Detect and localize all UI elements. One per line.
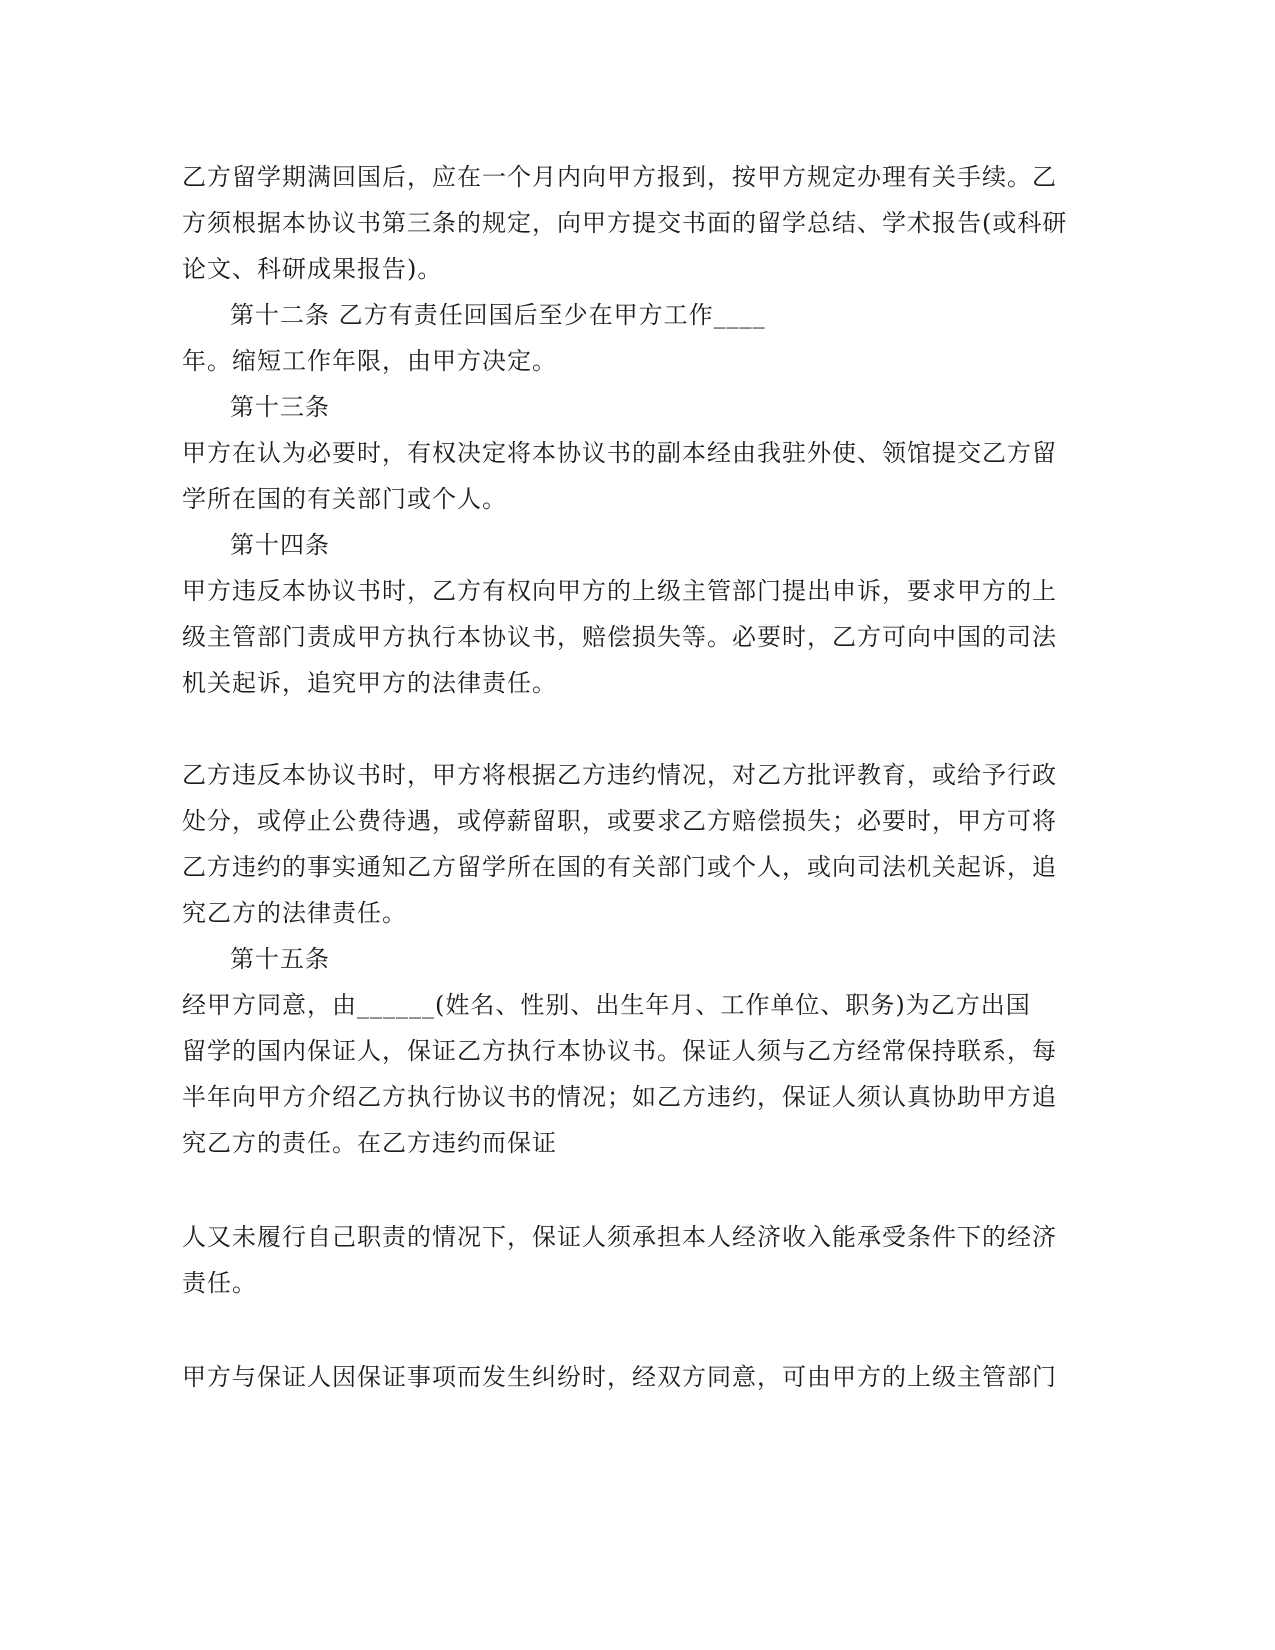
text-line: 处分，或停止公费待遇，或停薪留职，或要求乙方赔偿损失；必要时，甲方可将 [182, 807, 1057, 835]
text-line: 学所在国的有关部门或个人。 [182, 485, 507, 513]
text-line: 甲方在认为必要时，有权决定将本协议书的副本经由我驻外使、领馆提交乙方留 [182, 439, 1057, 467]
text-line: 究乙方的法律责任。 [182, 899, 407, 927]
article-12-heading: 第十二条 乙方有责任回国后至少在甲方工作____ [230, 301, 766, 329]
text-line: 级主管部门责成甲方执行本协议书，赔偿损失等。必要时，乙方可向中国的司法 [182, 623, 1057, 651]
text-line: 乙方违约的事实通知乙方留学所在国的有关部门或个人，或向司法机关起诉，追 [182, 853, 1057, 881]
article-14-heading: 第十四条 [230, 531, 330, 559]
text-line: 责任。 [182, 1269, 257, 1297]
text-line: 甲方与保证人因保证事项而发生纠纷时，经双方同意，可由甲方的上级主管部门 [182, 1363, 1057, 1391]
text-line: 人又未履行自己职责的情况下，保证人须承担本人经济收入能承受条件下的经济 [182, 1223, 1057, 1251]
text-line: 论文、科研成果报告)。 [182, 255, 443, 283]
article-13-heading: 第十三条 [230, 393, 330, 421]
text-line: 乙方违反本协议书时，甲方将根据乙方违约情况，对乙方批评教育，或给予行政 [182, 761, 1057, 789]
article-15-heading: 第十五条 [230, 945, 330, 973]
text-line: 究乙方的责任。在乙方违约而保证 [182, 1129, 557, 1157]
text-line: 甲方违反本协议书时，乙方有权向甲方的上级主管部门提出申诉，要求甲方的上 [182, 577, 1057, 605]
text-line: 机关起诉，追究甲方的法律责任。 [182, 669, 557, 697]
text-line: 方须根据本协议书第三条的规定，向甲方提交书面的留学总结、学术报告(或科研 [182, 209, 1068, 237]
text-line: 年。缩短工作年限，由甲方决定。 [182, 347, 557, 375]
text-line: 留学的国内保证人，保证乙方执行本协议书。保证人须与乙方经常保持联系，每 [182, 1037, 1057, 1065]
text-line: 半年向甲方介绍乙方执行协议书的情况；如乙方违约，保证人须认真协助甲方追 [182, 1083, 1057, 1111]
text-line: 经甲方同意，由______(姓名、性别、出生年月、工作单位、职务)为乙方出国 [182, 991, 1031, 1019]
text-line: 乙方留学期满回国后，应在一个月内向甲方报到，按甲方规定办理有关手续。乙 [182, 163, 1057, 191]
